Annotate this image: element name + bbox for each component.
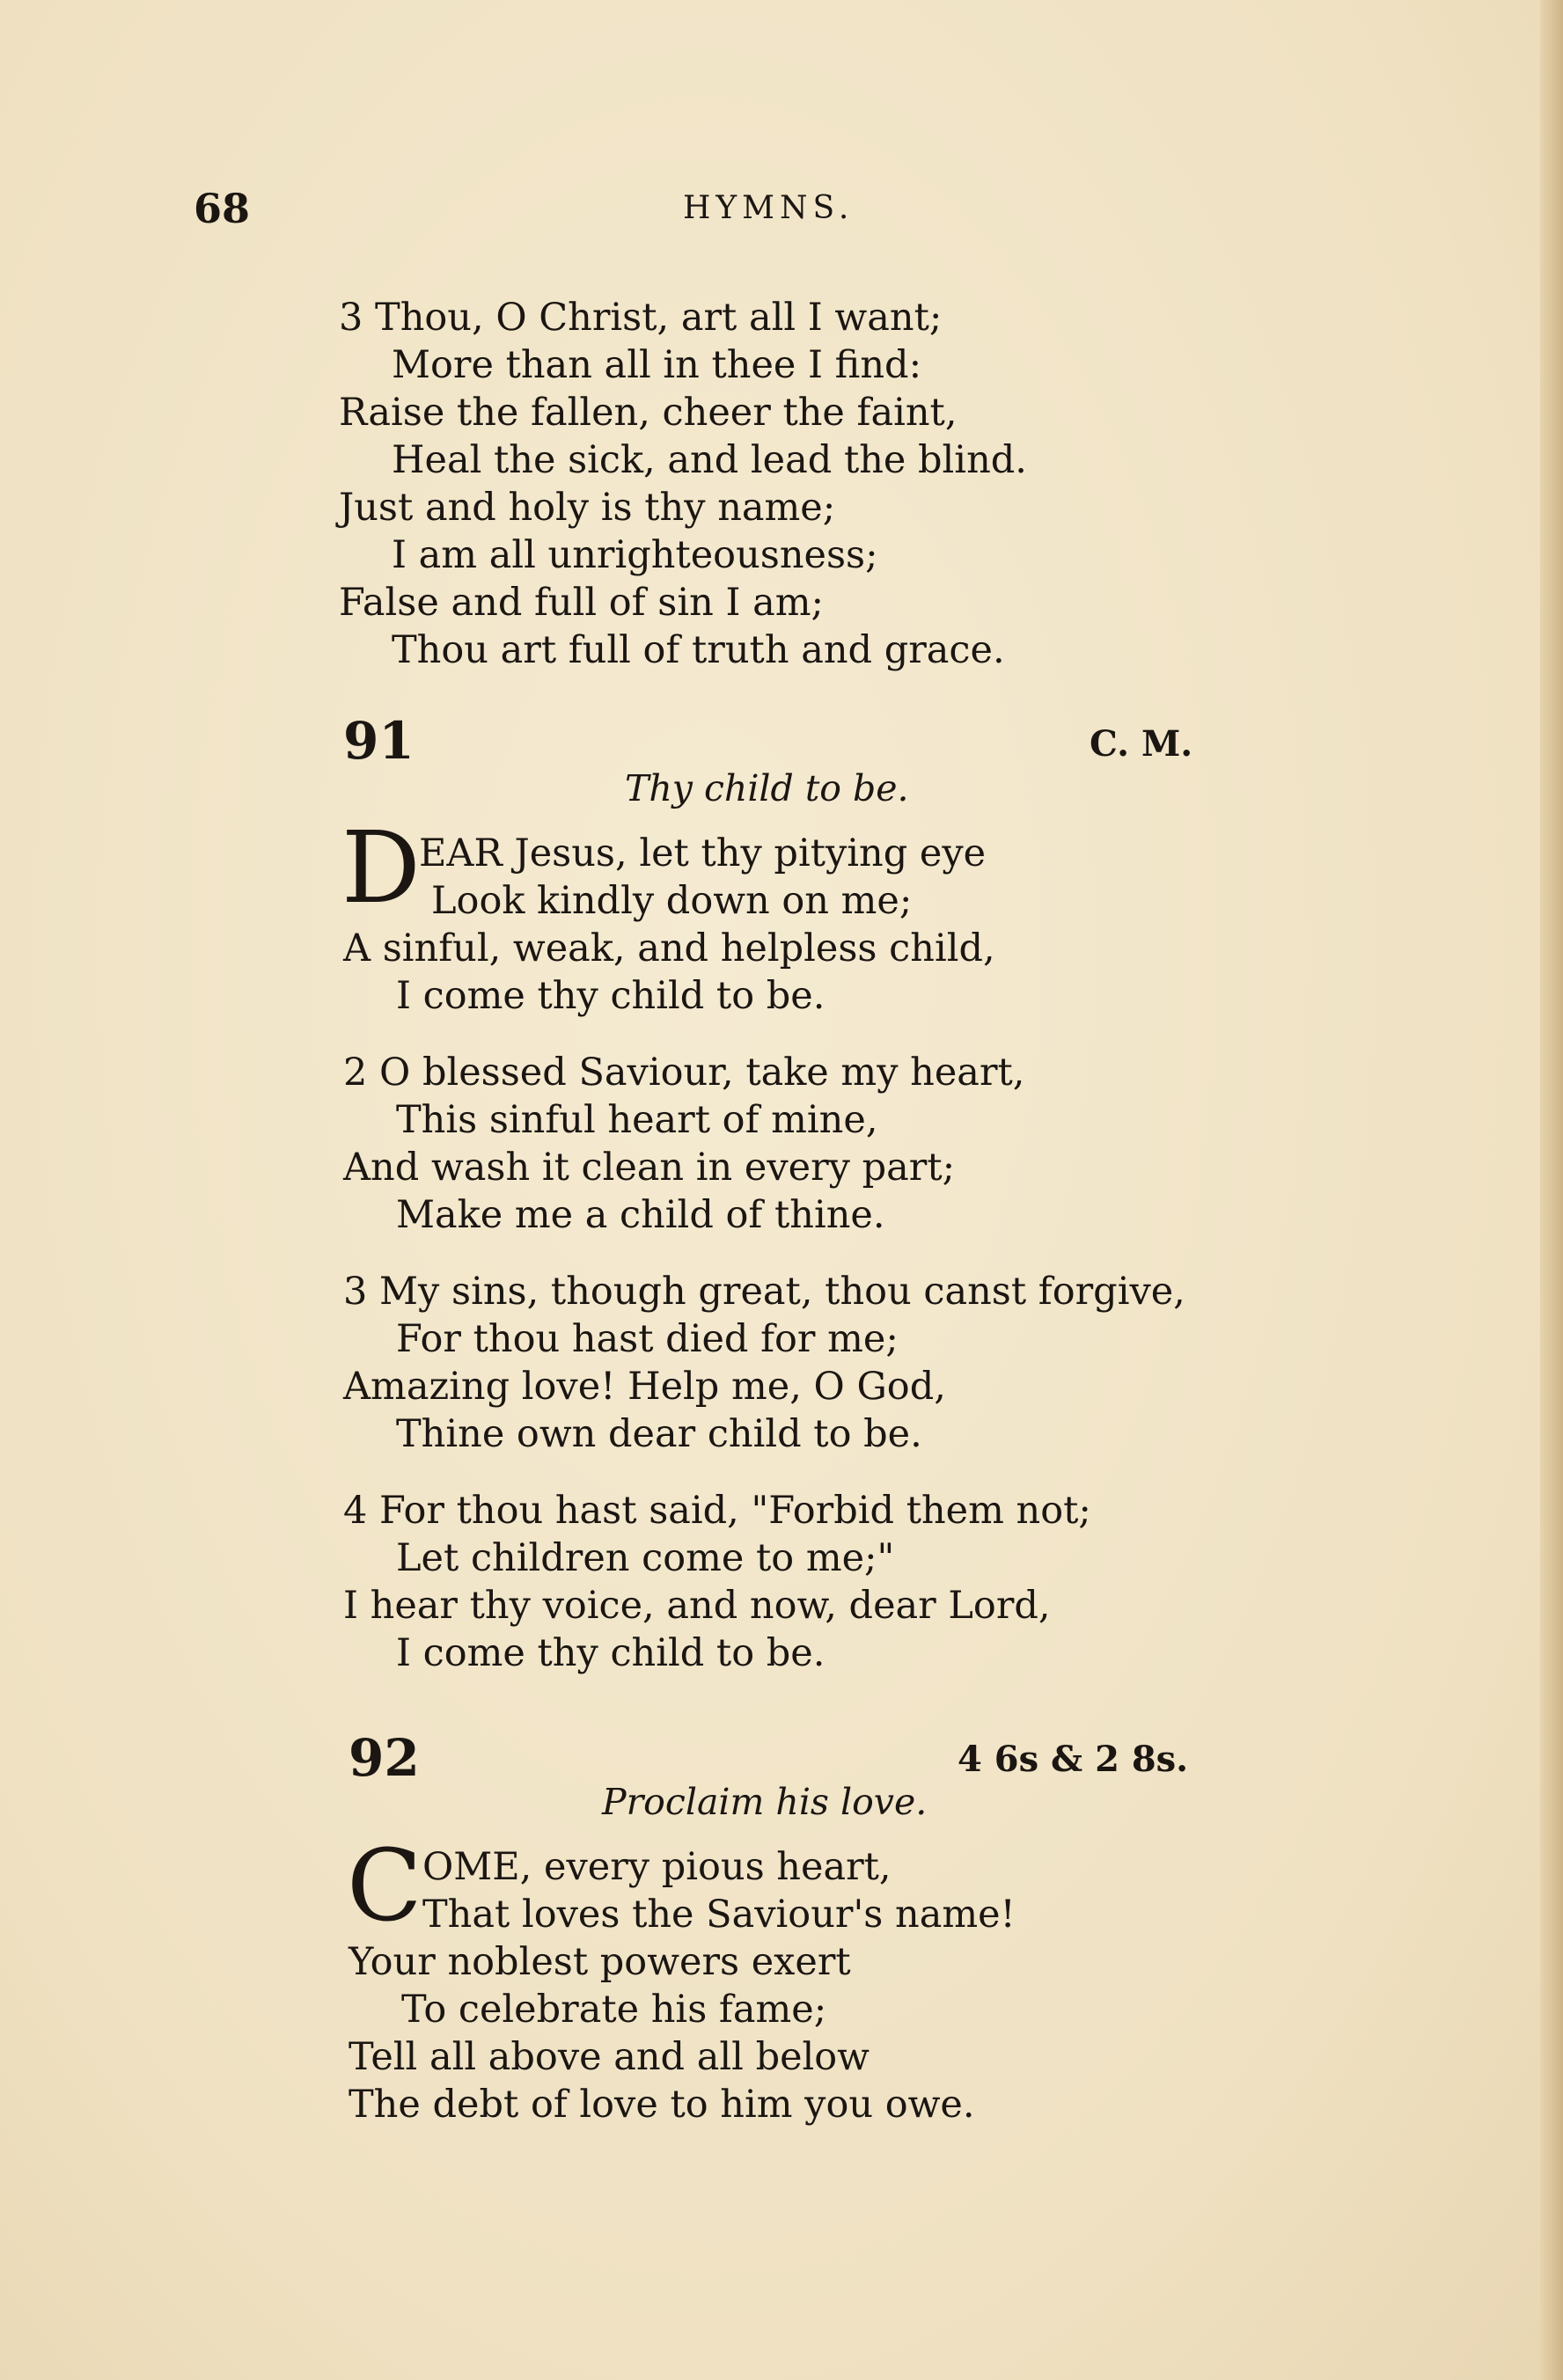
verse-line: That loves the Saviour's name! [422,1893,1016,1937]
verse-line: 4 For thou hast said, "Forbid them not; [343,1489,1091,1533]
verse-line: I hear thy voice, and now, dear Lord, [343,1584,1051,1628]
verse-line: Your noblest powers exert [349,1940,851,1984]
verse-line: Tell all above and all below [349,2035,870,2079]
verse-line: I come thy child to be. [396,974,826,1018]
hymn-meter: 4 6s & 2 8s. [958,1739,1189,1780]
verse-line: Heal the sick, and lead the blind. [392,438,1027,482]
hymn-meter: C. M. [1090,723,1193,765]
drop-capital: D [341,811,421,926]
verse-line: 3 My sins, though great, thou canst forgive, [343,1270,1185,1314]
verse-line: Thou art full of truth and grace. [392,628,1005,672]
verse-line: False and full of sin I am; [339,581,825,625]
verse-line: For thou hast died for me; [396,1317,899,1361]
verse-line: I am all unrighteousness; [392,533,878,577]
verse-line: Thine own dear child to be. [396,1412,922,1456]
hymn-subtitle: Thy child to be. [625,767,909,809]
running-header [0,185,1563,238]
verse-line: Amazing love! Help me, O God, [343,1365,946,1409]
verse-line: OME, every pious heart, [422,1845,892,1889]
running-title: HYMNS. [683,190,855,226]
verse-line: Make me a child of thine. [396,1193,885,1237]
verse-line: Look kindly down on me; [431,879,913,923]
verse-line: 3 Thou, O Christ, art all I want; [339,296,943,340]
verse-line: This sinful heart of mine, [396,1098,878,1142]
drop-capital: C [347,1829,422,1944]
hymn-number: 91 [343,711,415,771]
verse-line: A sinful, weak, and helpless child, [343,926,995,970]
hymn-subtitle: Proclaim his love. [602,1781,928,1823]
page-number: 68 [194,185,251,232]
hymn-number: 92 [349,1728,420,1788]
page-edge [1540,0,1563,2380]
verse-line: 2 O blessed Saviour, take my heart, [343,1051,1025,1095]
verse-line: Just and holy is thy name; [339,486,836,530]
verse-line: And wash it clean in every part; [343,1146,956,1190]
verse-line: More than all in thee I find: [392,343,922,387]
verse-line: The debt of love to him you owe. [349,2083,975,2127]
verse-line: Raise the fallen, cheer the faint, [339,391,958,435]
verse-line: I come thy child to be. [396,1631,826,1675]
verse-line: Let children come to me;" [396,1536,895,1580]
verse-line: To celebrate his fame; [401,1988,827,2032]
verse-line: EAR Jesus, let thy pitying eye [419,831,987,875]
